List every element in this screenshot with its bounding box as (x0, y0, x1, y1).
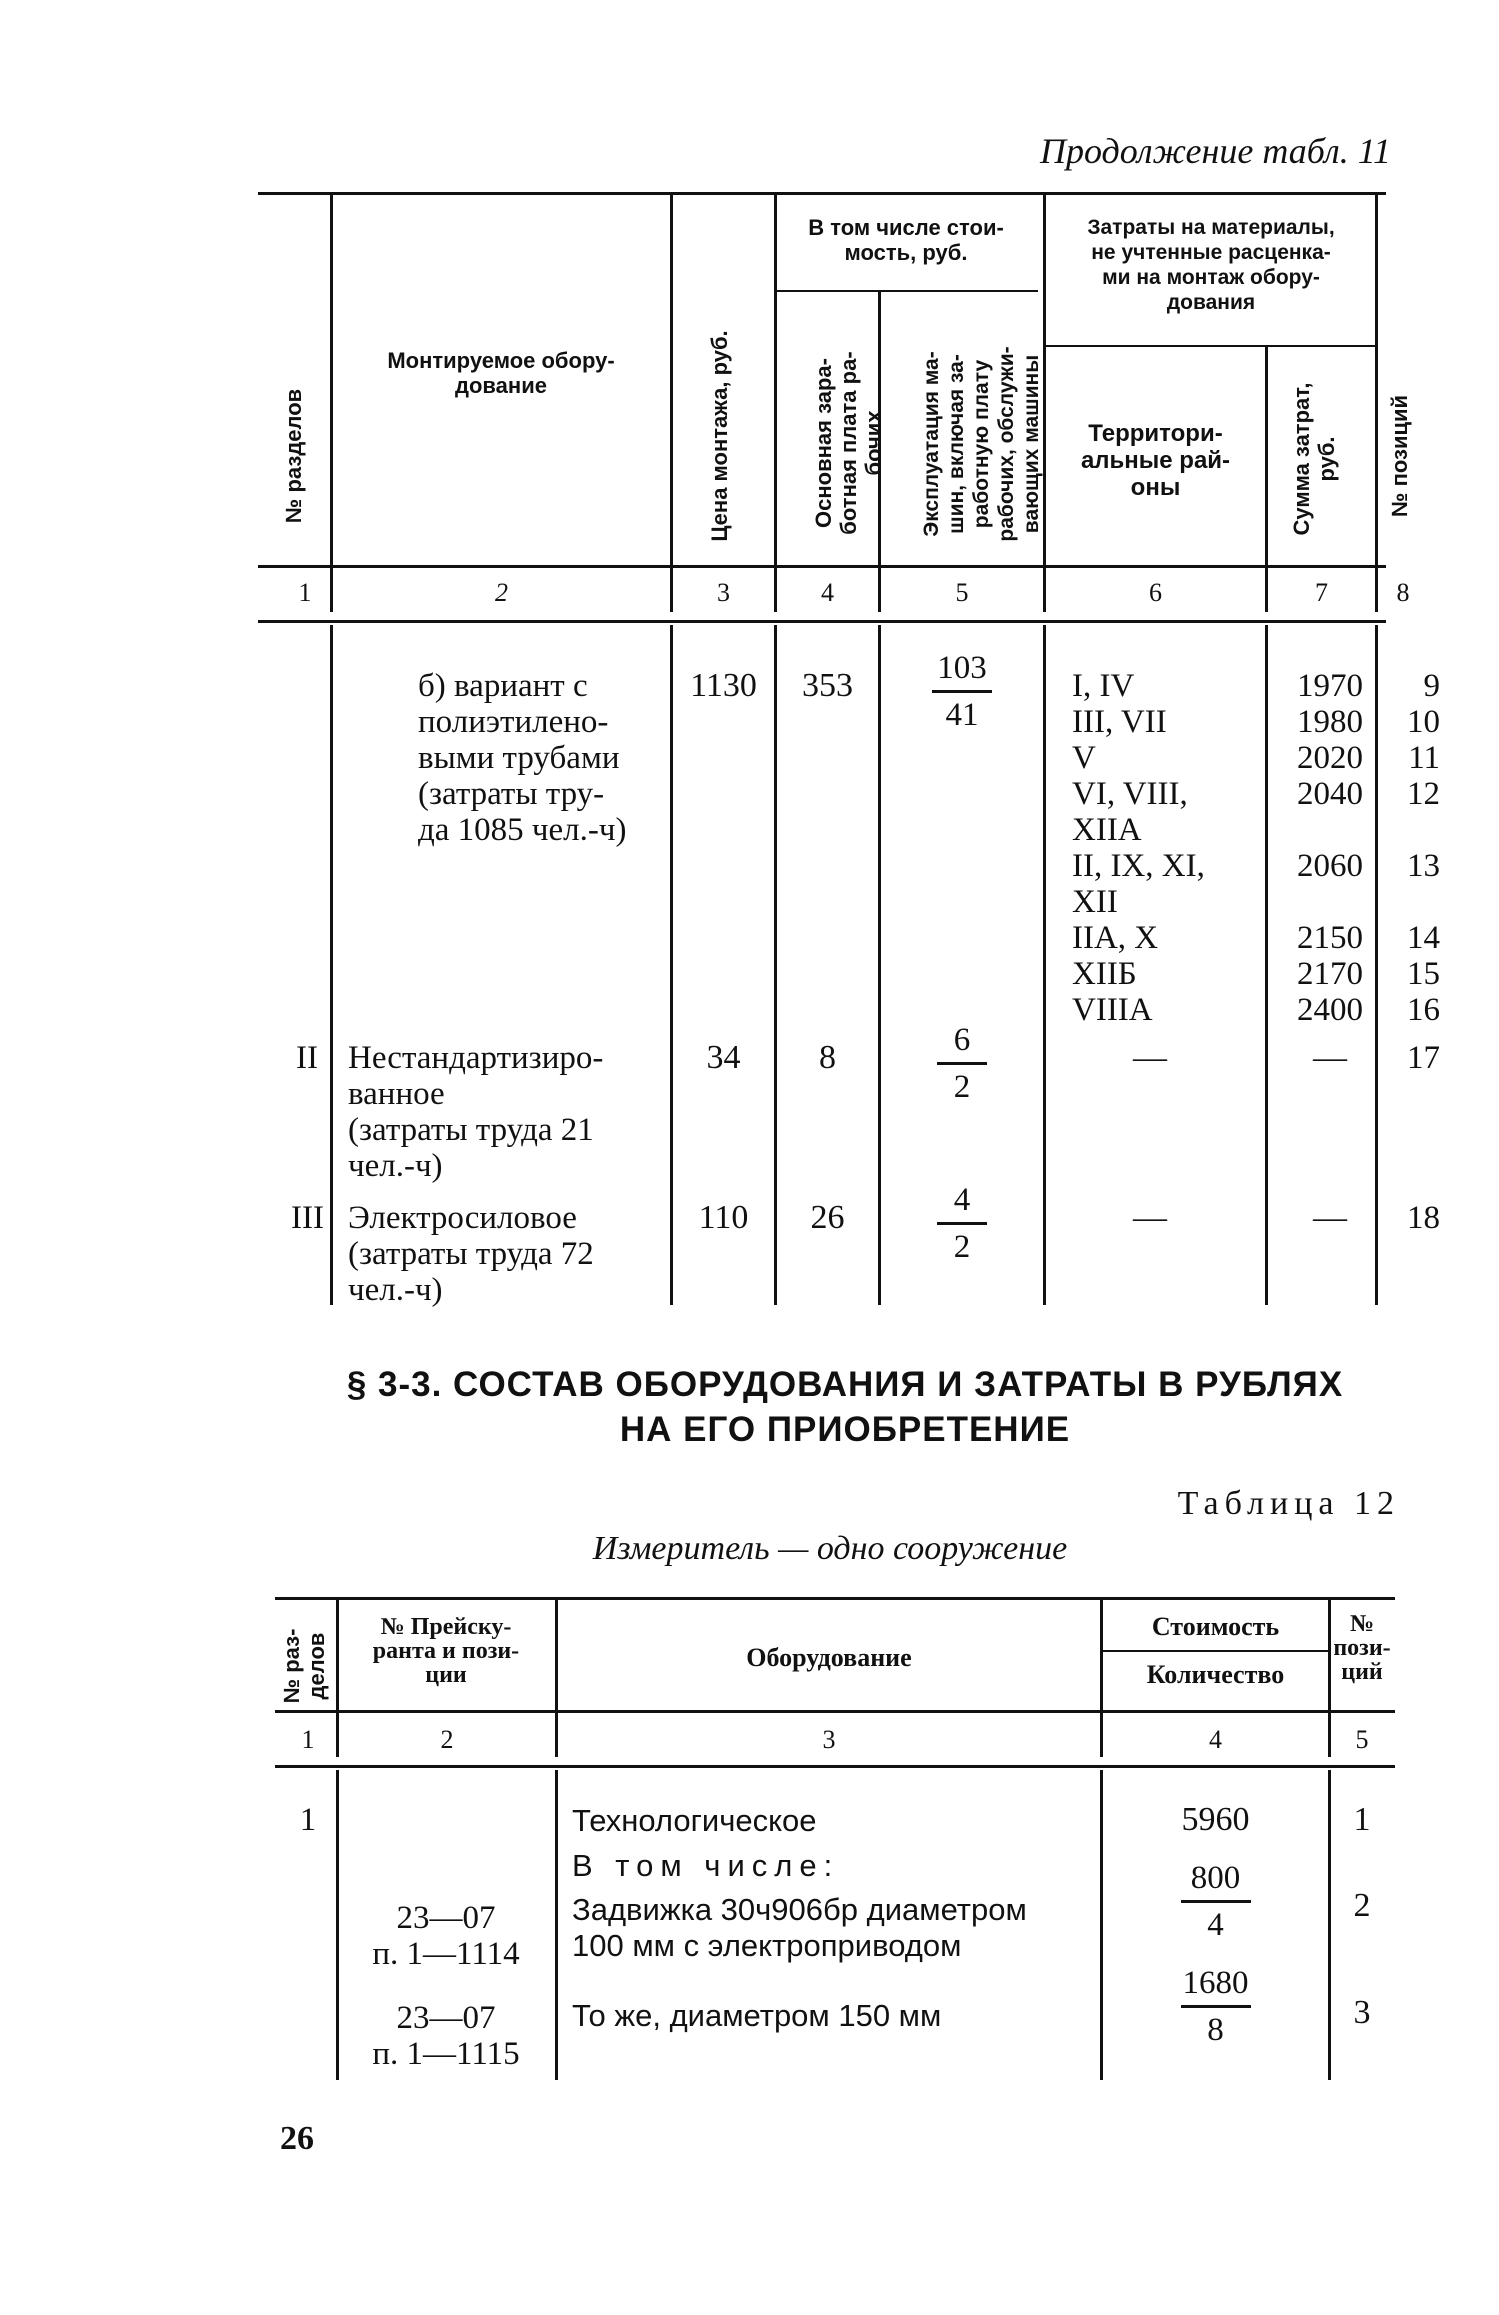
t12-header-equipment: Оборудование (746, 1643, 912, 1672)
t11-header-machines: Эксплуатация ма- шин, включая за- работную плату рабочих, обслужи- вающих машины (920, 346, 1043, 542)
t11-colnum: 1 (298, 578, 312, 607)
t11-positions: 18 (1407, 1200, 1440, 1236)
section-heading: § 3-3. СОСТАВ ОБОРУДОВАНИЯ И ЗАТРАТЫ В РУБЛЯХ НА ЕГО ПРИОБРЕТЕНИЕ (346, 1365, 1344, 1449)
t12-colnum: 1 (301, 1725, 315, 1754)
t12-equipment: В том числе: (572, 1848, 840, 1883)
t12-position: 2 (1353, 1887, 1371, 1924)
t12-value-fraction: 800 4 (1103, 1860, 1328, 1943)
t11-salary: 353 (802, 667, 853, 704)
t11-colnum: 7 (1315, 578, 1328, 607)
t11-header-districts: Территори- альные рай- оны (1080, 420, 1231, 501)
t11-section: III (291, 1200, 324, 1236)
t12-section: 1 (299, 1802, 317, 1838)
t11-machines-fraction: 103 41 (881, 650, 1043, 733)
t11-equipment: б) вариант с полиэтилено- выми трубами (затраты тру- да 1085 чел.-ч) (418, 668, 627, 848)
t12-position: 1 (1353, 1801, 1371, 1838)
t11-colnum: 2 (495, 578, 508, 607)
t11-header-sum: Сумма затрат, руб. (1289, 382, 1339, 536)
t11-sums: 1970 1980 2020 2040 2060 2150 2170 2400 (1297, 668, 1363, 1028)
t11-salary: 8 (819, 1039, 836, 1076)
t11-colnum: 5 (955, 578, 969, 607)
t12-value-fraction: 1680 8 (1182, 1965, 1249, 2048)
t12-header-pricelist: № Прейску- ранта и пози- ции (372, 1614, 520, 1688)
t11-sums: — (1313, 1039, 1347, 1076)
t11-salary: 26 (810, 1199, 845, 1236)
t12-colnum: 4 (1209, 1725, 1222, 1754)
t11-price: 1130 (690, 667, 757, 704)
t11-equipment: Нестандартизиро- ванное (затраты труда 21 чел.-ч) (348, 1040, 604, 1184)
t12-header-quantity: Количество (1146, 1660, 1285, 1689)
t11-section: II (296, 1040, 318, 1076)
t11-header-positions: № позиций (1387, 394, 1412, 518)
t11-header-sections: № разделов (281, 388, 306, 524)
table-12-label: Таблица 12 (1177, 1485, 1400, 1522)
t11-price: 34 (706, 1039, 741, 1076)
t11-header-price: Цена монтажа, руб. (707, 330, 732, 542)
t11-districts: — (1133, 1039, 1167, 1076)
t12-header-positions: № пози- ций (1333, 1611, 1391, 1685)
t12-header-sections: № раз- делов (279, 1628, 329, 1704)
t11-colnum: 3 (717, 578, 730, 607)
t11-positions: 9 10 11 12 13 14 15 16 (1407, 668, 1440, 1028)
t12-pricelist: 23—07 п. 1—1115 (372, 2000, 520, 2072)
t11-colnum: 4 (821, 578, 834, 607)
t11-header-salary: Основная зара- ботная плата ра- бочих (811, 351, 886, 535)
page-number: 26 (280, 2120, 314, 2157)
t11-equipment: Электросиловое (затраты труда 72 чел.-ч) (348, 1200, 594, 1308)
t11-districts: I, IV III, VII V VI, VIII, XIIA II, IX, XI, XII IIA, X XIIБ VIIIA (1072, 668, 1205, 1028)
t12-pricelist: 23—07 п. 1—1114 (372, 1900, 520, 1972)
t12-position: 3 (1353, 1994, 1371, 2031)
t11-machines-fraction: 4 2 (881, 1182, 1043, 1265)
continuation-title: Продолжение табл. 11 (1040, 131, 1392, 171)
t12-value: 5960 (1181, 1801, 1250, 1838)
measure-caption: Измеритель — одно сооружение (592, 1530, 1068, 1567)
t12-equipment: Технологическое (572, 1803, 817, 1838)
t11-districts: — (1133, 1199, 1167, 1236)
t11-price: 110 (698, 1199, 749, 1236)
t12-equipment: То же, диаметром 150 мм (572, 1998, 942, 2033)
t12-header-cost: Стоимость (1151, 1612, 1280, 1641)
t12-colnum: 3 (822, 1725, 836, 1754)
t11-colnum: 6 (1149, 578, 1162, 607)
t12-colnum: 2 (440, 1725, 454, 1754)
t12-equipment: Задвижка 30ч906бр диаметром 100 мм с электроприводом (572, 1892, 1027, 1963)
t11-positions: 17 (1407, 1040, 1440, 1076)
t12-colnum: 5 (1355, 1725, 1369, 1754)
t11-machines-fraction: 6 2 (881, 1022, 1043, 1105)
t11-header-group-cost: В том числе стои- мость, руб. (808, 215, 1004, 265)
t11-sums: — (1313, 1199, 1347, 1236)
t11-colnum: 8 (1396, 578, 1410, 607)
t11-header-group-materials: Затраты на материалы, не учтенные расценка- ми на монтаж обору- дования (1087, 216, 1335, 314)
t11-header-equipment: Монтируемое обору- дование (387, 348, 615, 398)
